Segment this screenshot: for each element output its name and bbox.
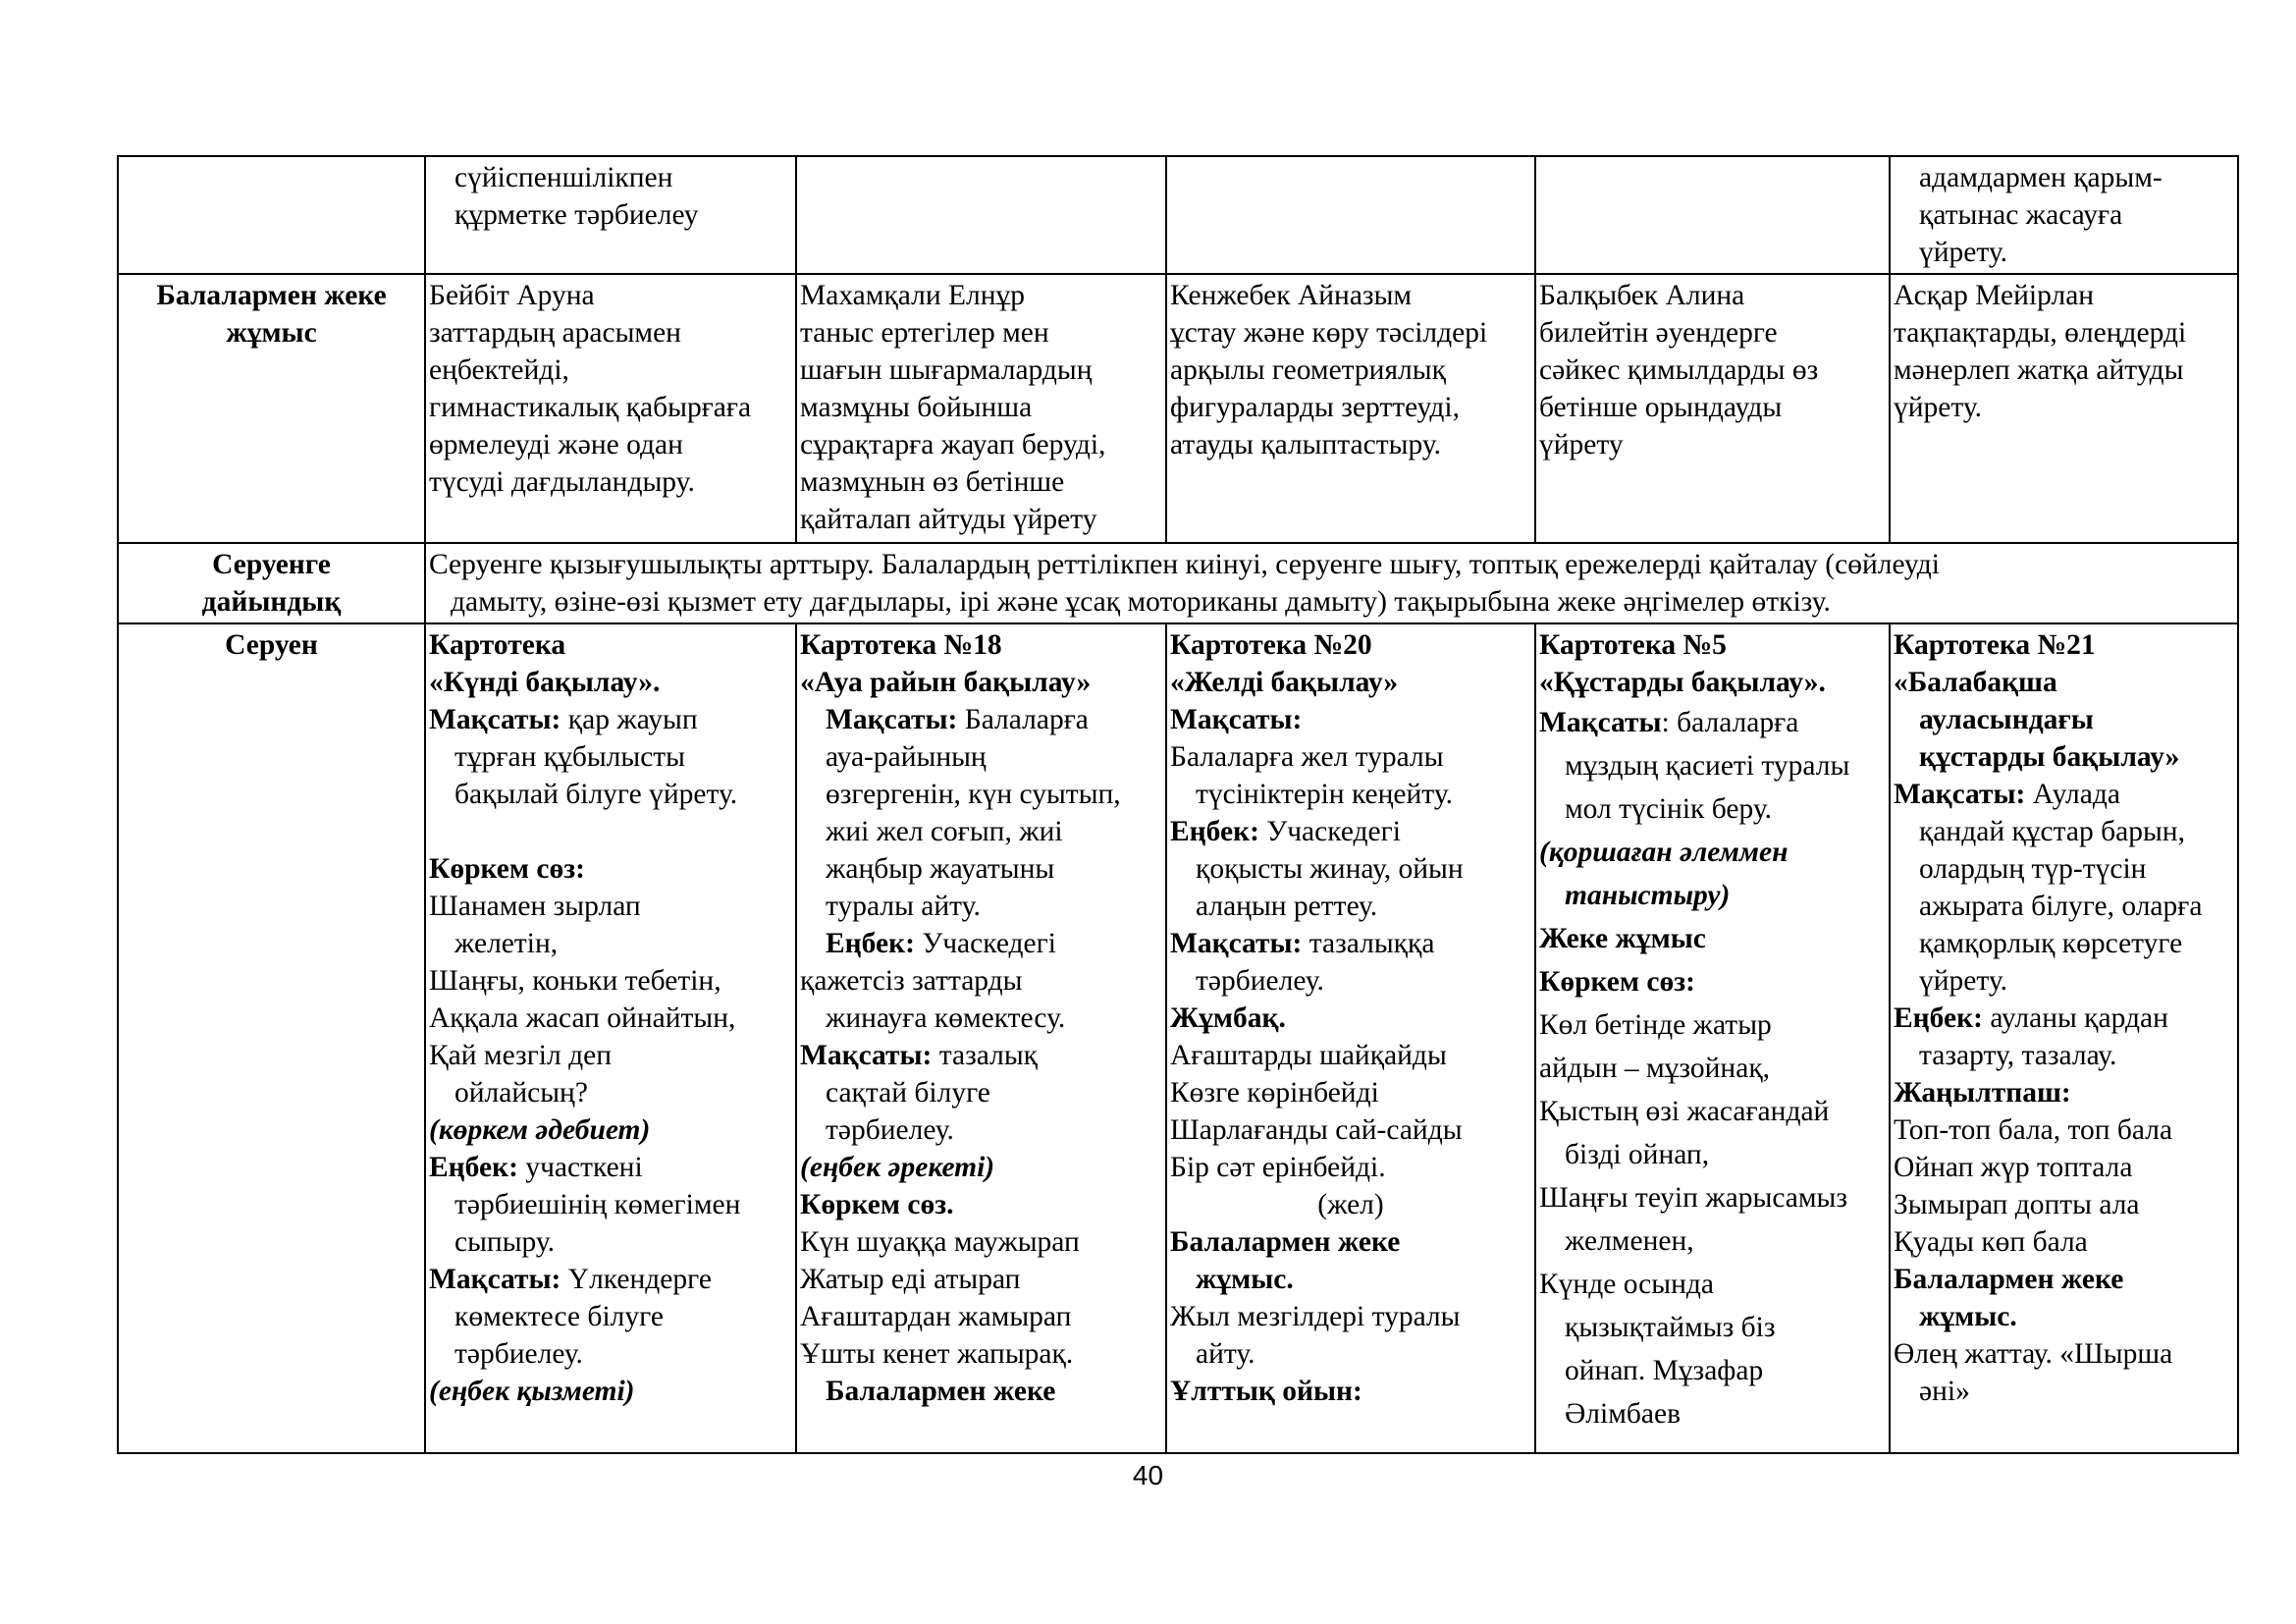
cell-line: сүйіспеншілікпен [454,162,673,193]
cell-line: билейтін әуендерге [1539,317,1778,349]
cell-line: өзгергенін, күн суытып, [826,779,1121,810]
cell-line: Ұлттық ойын: [1170,1376,1362,1407]
cell-line: мол түсінік беру. [1565,793,1772,825]
cell-line: жұмыс. [1919,1301,2017,1332]
cell-line: туралы айту. [826,891,981,922]
bold-label: Еңбек: [1894,1002,1983,1034]
text-run: Учаскедегі [1258,816,1401,847]
cell-line: сыпыру. [454,1226,556,1258]
cell-line: құрметке тәрбиелеу [454,199,699,231]
cell-line: Көзге көрінбейді [1170,1077,1379,1109]
cell-line: тәрбиешінің көмегімен [454,1189,741,1220]
cell-line: олардың түр-түсін [1919,853,2147,885]
cell-line: Қуады көп бала [1894,1226,2088,1258]
cell-line: бізді ойнап, [1565,1139,1710,1170]
cell-line: үйрету. [1894,392,1983,423]
cell-line [800,1037,1162,1074]
cell-line: таныс ертегілер мен [800,317,1049,349]
cell-line: Ұшты кенет жапырақ. [800,1338,1074,1370]
text-run: ауланы қардан [1982,1002,2168,1034]
cell-line: ажырата білуге, оларға [1919,891,2203,922]
cell-line: Әлімбаев [1565,1398,1682,1430]
bold-label: Еңбек: [826,928,915,959]
cell-line [429,701,792,738]
cell-line: ауласындағы [1919,704,2094,735]
bold-label: Мақсаты: [800,1040,933,1071]
walk-preparation-row [118,543,2238,623]
cell-line: үйрету. [1919,965,2008,997]
bold-label: Мақсаты: [1170,928,1303,959]
cell-line: адамдармен қарым- [1919,162,2163,193]
bold-label: Еңбек: [1170,816,1259,847]
cell-line [1894,1000,2234,1037]
walk-row [118,623,2238,1453]
cell-line: сәйкес қимылдарды өз [1539,354,1819,386]
cell-line: тақпақтарды, өлеңдерді [1894,317,2187,349]
cell-line: Күнде осында [1539,1269,1714,1300]
day-cell-3 [1166,623,1535,1453]
cell-line: дамыту, өзіне-өзі қызмет ету дағдылары, ірі және ұсақ моториканы дамыту) тақырыбына жеке әңгімелер өткізу. [451,586,1831,618]
merged-cell [425,543,2238,623]
row-header [118,543,425,623]
cell-line: Жұмбақ. [1170,1002,1286,1034]
text-run: тазалыққа [1302,928,1435,959]
cell-line: Зымырап допты ала [1894,1189,2140,1220]
cell-line: Көркем сөз: [429,853,585,885]
text-run: Учаскедегі [914,928,1056,959]
text-run: қар жауып [561,704,698,735]
day-cell-2 [796,156,1166,274]
day-cell-2 [796,623,1166,1453]
cell-line: жұмыс. [1196,1264,1294,1295]
cell-line: «Күнді бақылау». [429,667,661,698]
continuation-row [118,156,2238,274]
cell-line: тәрбиелеу. [826,1114,954,1146]
day-cell-1 [425,156,796,274]
cell-line: еңбектейді, [429,354,569,386]
cell-line [429,1261,792,1298]
text-run: Аулада [2025,779,2120,810]
cell-line: Шаңғы, коньки тебетін, [429,965,721,997]
text-run: Үлкендерге [561,1264,712,1295]
cell-line: (қоршаған әлеммен [1539,837,1789,868]
cell-line: қамқорлық көрсетуге [1919,928,2183,959]
day-cell-2 [796,274,1166,543]
cell-line: Өлең жаттау. «Шырша [1894,1338,2173,1370]
cell-line [800,701,1162,738]
bold-label: Еңбек: [429,1152,518,1183]
cell-line [429,813,792,850]
row-header-line: Серуен [225,629,318,661]
bold-label: Мақсаты: [826,704,958,735]
cell-line: айту. [1196,1338,1255,1370]
cell-line: қызықтаймыз біз [1565,1312,1776,1343]
text-run: Балаларға [957,704,1089,735]
cell-line: бақылай білуге үйрету. [454,779,738,810]
cell-line: Балқыбек Алина [1539,280,1745,311]
cell-line: желменен, [1565,1225,1694,1257]
cell-line [1170,813,1531,850]
row-header-line: Серуенге [212,549,331,580]
cell-line [1894,776,2234,813]
cell-line: Жыл мезгілдері туралы [1170,1301,1461,1332]
cell-line: түсініктерін кеңейту. [1196,779,1453,810]
cell-line: Картотека №5 [1539,629,1727,661]
cell-line: шағын шығармалардың [800,354,1093,386]
cell-line: бетінше орындауды [1539,392,1783,423]
cell-line: (еңбек әрекеті) [800,1152,995,1183]
cell-line: (жел) [1317,1189,1384,1220]
day-cell-5 [1890,274,2238,543]
cell-line: жинауға көмектесу. [826,1002,1066,1034]
bold-label: Мақсаты: [429,1264,561,1295]
cell-line: айдын – мұзойнақ, [1539,1053,1771,1084]
cell-line: Махамқали Елнұр [800,280,1026,311]
cell-line [429,1149,792,1186]
cell-line: Шанамен зырлап [429,891,641,922]
cell-line: ойлайсың? [454,1077,588,1109]
cell-line: мұздың қасиеті туралы [1565,750,1850,782]
cell-line: Балалармен жеке [1894,1264,2124,1295]
cell-line: қандай құстар барын, [1919,816,2185,847]
cell-line: Көркем сөз: [1539,966,1695,998]
cell-line: Күн шуаққа маужырап [800,1226,1080,1258]
cell-line: қажетсіз заттарды [800,965,1023,997]
day-cell-3 [1166,274,1535,543]
cell-line: «Балабақша [1894,667,2057,698]
cell-line: өрмелеуді және одан [429,429,683,460]
cell-line [800,925,1162,962]
cell-line: Жаңылтпаш: [1894,1077,2071,1109]
cell-line: Бейбіт Аруна [429,280,595,311]
cell-line: таныстыру) [1565,880,1731,911]
cell-line: Ағаштардан жамырап [800,1301,1072,1332]
cell-line: Балаларға жел туралы [1170,741,1444,773]
cell-line: көмектесе білуге [454,1301,664,1332]
text-run: тазалық [932,1040,1038,1071]
day-cell-5 [1890,156,2238,274]
text-run: : балаларға [1661,707,1799,738]
cell-line: Картотека №21 [1894,629,2096,661]
cell-line: Жатыр еді атырап [800,1264,1021,1295]
cell-line: «Желді бақылау» [1170,667,1399,698]
cell-line: әні» [1919,1376,1970,1407]
row-header-line: дайындық [201,586,342,618]
cell-line: тәрбиелеу. [1196,965,1324,997]
cell-line: атауды қалыптастыру. [1170,429,1441,460]
cell-line: Ағаштарды шайқайды [1170,1040,1447,1071]
row-header [118,156,425,274]
cell-line: арқылы геометриялық [1170,354,1446,386]
cell-line [1539,701,1886,744]
cell-line: ұстау және көру тәсілдері [1170,317,1488,349]
row-header [118,274,425,543]
day-cell-4 [1535,274,1890,543]
day-cell-1 [425,274,796,543]
cell-line: Қай мезгіл деп [429,1040,612,1071]
cell-line: алаңын реттеу. [1196,891,1378,922]
individual-work-row [118,274,2238,543]
cell-line: гимнастикалық қабырғаға [429,392,752,423]
cell-line: қатынас жасауға [1919,199,2123,231]
cell-line: желетін, [454,928,559,959]
cell-line: Картотека [429,629,566,661]
cell-line: Картотека №20 [1170,629,1372,661]
cell-line: (көркем әдебиет) [429,1114,651,1146]
cell-line [1170,925,1531,962]
cell-line: Серуенге қызығушылықты арттыру. Балалардың реттілікпен киінуі, серуенге шығу, топтық ережелерді қайталау (сөйлеуді [429,549,1940,580]
cell-line: Кенжебек Айназым [1170,280,1413,311]
row-header-line: Балалармен жеке [156,280,387,311]
row-header [118,623,425,1453]
cell-line: Шарлағанды сай-сайды [1170,1114,1463,1146]
cell-line: Картотека №18 [800,629,1002,661]
cell-line: Аққала жасап ойнайтын, [429,1002,736,1034]
cell-line: «Ауа райын бақылау» [800,667,1092,698]
cell-line: тазарту, тазалау. [1919,1040,2117,1071]
cell-line: мәнерлеп жатқа айтуды [1894,354,2184,386]
page-number: 40 [1132,1460,1164,1490]
cell-line: тұрған құбылысты [454,741,686,773]
cell-line: Асқар Мейірлан [1894,280,2095,311]
bold-label: Мақсаты: [1894,779,2026,810]
cell-line: мазмұнын өз бетінше [800,466,1065,498]
cell-line: түсуді дағдыландыру. [429,466,695,498]
cell-line: Қыстың өзі жасағандай [1539,1096,1830,1127]
cell-line: «Құстарды бақылау». [1539,667,1826,698]
row-header-line: жұмыс [226,317,317,349]
cell-line: құстарды бақылау» [1919,741,2180,773]
cell-line: мазмұны бойынша [800,392,1033,423]
bold-label: Мақсаты [1539,707,1662,738]
cell-line: (еңбек қызметі) [429,1376,635,1407]
cell-line: Балалармен жеке [1170,1226,1401,1258]
cell-line: тәрбиелеу. [454,1338,583,1370]
cell-line: үйрету. [1919,237,2008,268]
cell-line: жиі жел соғып, жиі [826,816,1063,847]
day-cell-3 [1166,156,1535,274]
cell-line: сұрақтарға жауап беруді, [800,429,1106,460]
bold-label: Мақсаты: [429,704,561,735]
plan-table [117,155,2239,1454]
cell-line: фигураларды зерттеуді, [1170,392,1460,423]
cell-line: Ойнап жүр топтала [1894,1152,2133,1183]
cell-line: ауа-райының [826,741,987,773]
cell-line: жаңбыр жауатыны [826,853,1055,885]
day-cell-4 [1535,156,1890,274]
day-cell-1 [425,623,796,1453]
cell-line: Шаңғы теуіп жарысамыз [1539,1182,1848,1214]
cell-line: Мақсаты: [1170,704,1303,735]
cell-line: қоқысты жинау, ойын [1196,853,1464,885]
cell-line: Топ-топ бала, топ бала [1894,1114,2173,1146]
cell-line: Жеке жұмыс [1539,923,1706,954]
day-cell-5 [1890,623,2238,1453]
cell-line: үйрету [1539,429,1624,460]
day-cell-4 [1535,623,1890,1453]
cell-line: ойнап. Мұзафар [1565,1355,1764,1386]
cell-line: Көркем сөз. [800,1189,954,1220]
cell-line: қайталап айтуды үйрету [800,504,1097,535]
cell-line: сақтай білуге [826,1077,990,1109]
cell-line: Бір сәт ерінбейді. [1170,1152,1386,1183]
cell-line: Балалармен жеке [826,1376,1056,1407]
cell-line: заттардың арасымен [429,317,681,349]
text-run: участкені [517,1152,643,1183]
cell-line: Көл бетінде жатыр [1539,1009,1772,1041]
